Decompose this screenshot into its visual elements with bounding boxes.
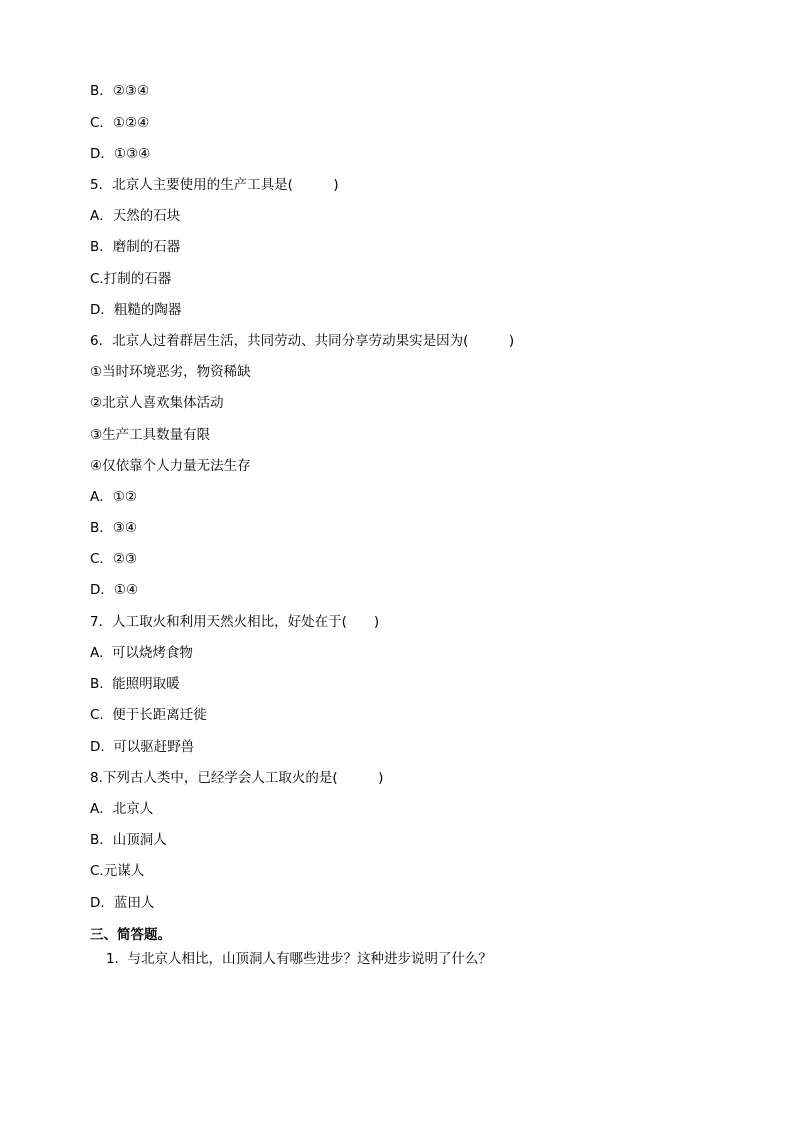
option-d-q5: D．粗糙的陶器 — [90, 302, 182, 318]
option-a-q5: A．天然的石块 — [90, 208, 181, 224]
option-d-q8: D．蓝田人 — [90, 895, 155, 911]
option-c-q4: C．①②④ — [90, 115, 150, 131]
option-d-q6: D．①④ — [90, 582, 139, 598]
option-d-q7: D. 可以驱赶野兽 — [90, 739, 195, 755]
statement-1-q6: ①当时环境恶劣，物资稀缺 — [90, 364, 251, 380]
option-a-q6: A．①② — [90, 489, 137, 505]
section-title-short-answer: 三、简答题。 — [90, 927, 171, 943]
option-b-q8: B．山顶洞人 — [90, 832, 167, 848]
option-c-q6: C．②③ — [90, 551, 138, 567]
option-c-q8: C.元谋人 — [90, 863, 145, 879]
short-answer-question-1: 1. 与北京人相比，山顶洞人有哪些进步？这种进步说明了什么？ — [106, 951, 492, 967]
statement-4-q6: ④仅依靠个人力量无法生存 — [90, 458, 251, 474]
statement-2-q6: ②北京人喜欢集体活动 — [90, 395, 224, 411]
question-7: 7．人工取火和利用天然火相比，好处在于( ) — [90, 614, 380, 630]
option-a-q8: A．北京人 — [90, 801, 154, 817]
option-d-q4: D．①③④ — [90, 146, 151, 162]
option-c-q5: C.打制的石器 — [90, 271, 172, 287]
statement-3-q6: ③生产工具数量有限 — [90, 427, 211, 443]
option-c-q7: C. 便于长距离迁徙 — [90, 707, 207, 723]
option-b-q5: B．磨制的石器 — [90, 239, 181, 255]
question-5: 5．北京人主要使用的生产工具是( ) — [90, 177, 339, 193]
question-8: 8.下列古人类中，已经学会人工取火的是( ) — [90, 770, 384, 786]
option-b-q4: B．②③④ — [90, 83, 150, 99]
option-b-q7: B. 能照明取暖 — [90, 676, 180, 692]
option-a-q7: A. 可以烧烤食物 — [90, 645, 193, 661]
option-b-q6: B．③④ — [90, 520, 137, 536]
question-6: 6．北京人过着群居生活，共同劳动、共同分享劳动果实是因为( ) — [90, 333, 515, 349]
